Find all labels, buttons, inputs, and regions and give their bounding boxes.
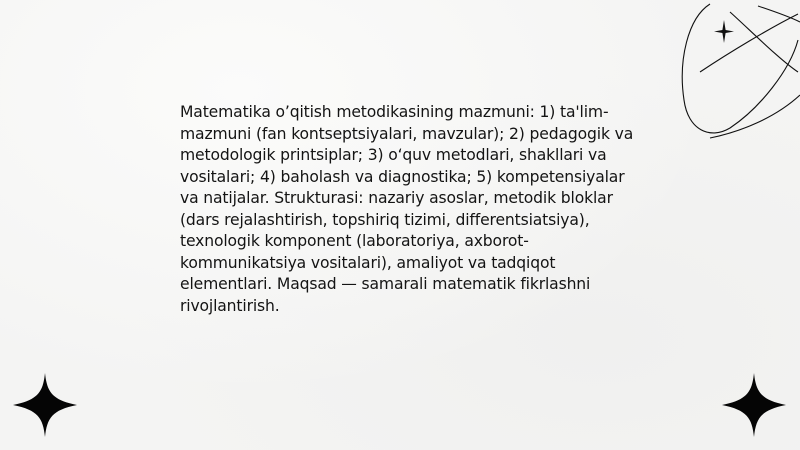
four-point-star-icon [721, 372, 787, 438]
sparkle-icon [714, 20, 734, 43]
four-point-star-icon [12, 372, 78, 438]
orbit-lines-decoration [670, 0, 800, 145]
slide-body-text: Matematika o’qitish metodikasining mazmuni: 1) ta'lim-mazmuni (fan kontseptsiyalari, mavzular); 2) pedagogik va metodologik printsiplar; 3) o‘quv metodlari, shakllari va vositalari; 4) baholash va diagnostika; 5) kompetensiyalar va natijalar. Strukturasi: nazariy asoslar, metodik bloklar (dars rejalashtirish, topshiriq tizimi, differentsiatsiya), texnologik komponent (laboratoriya, axborot-kommunikatsiya vositalari), amaliyot va tadqiqot elementlari. Maqsad — samarali matematik fikrlashni rivojlantirish. [180, 103, 634, 315]
